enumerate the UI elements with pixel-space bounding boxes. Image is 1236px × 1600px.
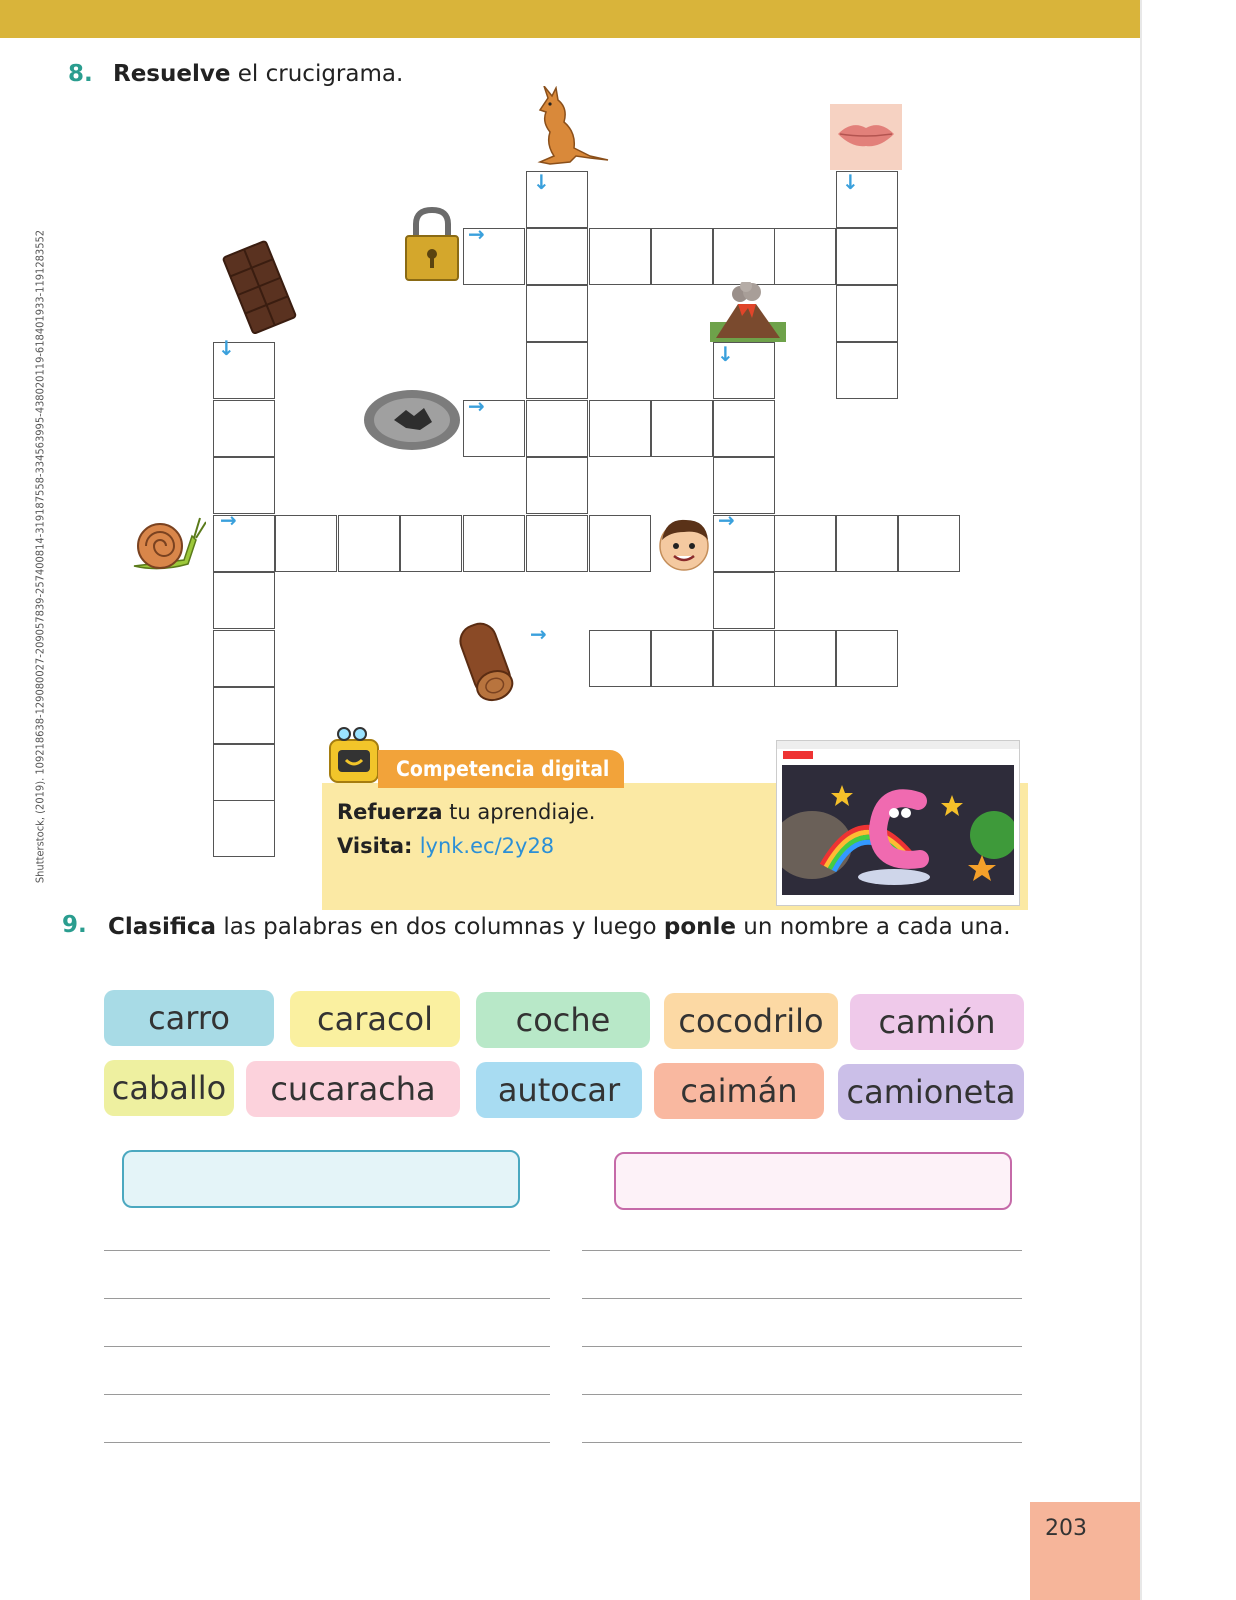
crossword-cell[interactable] bbox=[836, 285, 898, 342]
writing-line[interactable] bbox=[104, 1298, 550, 1299]
top-color-bar bbox=[0, 0, 1140, 38]
crossword-cell[interactable] bbox=[774, 630, 836, 687]
digital-reinforce-rest: tu aprendiaje. bbox=[442, 800, 596, 824]
snail-icon bbox=[130, 510, 206, 574]
writing-line[interactable] bbox=[582, 1298, 1022, 1299]
crossword-cell[interactable] bbox=[836, 228, 898, 285]
arrow-right-icon: → bbox=[530, 622, 547, 646]
digital-visit-link[interactable]: lynk.ec/2y28 bbox=[419, 834, 555, 858]
writing-line[interactable] bbox=[104, 1250, 550, 1251]
word-chip[interactable]: carro bbox=[104, 990, 274, 1046]
arrow-down-icon: ↓ bbox=[842, 170, 859, 194]
arrow-right-icon: → bbox=[468, 222, 485, 246]
boy-face-icon bbox=[656, 514, 712, 572]
word-chip[interactable]: camión bbox=[850, 994, 1024, 1050]
exercise-8-rest: el crucigrama. bbox=[230, 61, 404, 87]
writing-line[interactable] bbox=[582, 1250, 1022, 1251]
word-chip[interactable]: caracol bbox=[290, 991, 460, 1047]
crossword-cell[interactable] bbox=[213, 572, 275, 629]
robot-mascot-icon bbox=[322, 726, 386, 790]
hole-icon bbox=[362, 388, 462, 452]
writing-line[interactable] bbox=[582, 1394, 1022, 1395]
exercise-9-instruction bbox=[108, 914, 1011, 940]
crossword-cell[interactable] bbox=[338, 515, 400, 572]
digital-reinforce-text bbox=[337, 800, 595, 824]
word-chip[interactable]: cucaracha bbox=[246, 1061, 460, 1117]
padlock-icon bbox=[404, 206, 460, 282]
video-thumbnail[interactable] bbox=[776, 740, 1020, 906]
lips-icon bbox=[830, 104, 902, 170]
exercise-9-mid: las palabras en dos columnas y luego bbox=[216, 914, 664, 940]
column-2-name-box[interactable] bbox=[614, 1152, 1012, 1210]
crossword-cell[interactable] bbox=[213, 457, 275, 514]
exercise-8-verb: Resuelve bbox=[113, 61, 231, 87]
digital-visit-label: Visita: bbox=[337, 834, 420, 858]
word-chip[interactable]: caimán bbox=[654, 1063, 824, 1119]
arrow-down-icon: ↓ bbox=[218, 336, 235, 360]
crossword-cell[interactable] bbox=[213, 630, 275, 687]
page-edge bbox=[1140, 0, 1142, 1600]
exercise-9-verb-classify: Clasifica bbox=[108, 914, 217, 940]
browser-bar bbox=[777, 741, 1019, 749]
writing-line[interactable] bbox=[104, 1394, 550, 1395]
exercise-8-instruction bbox=[113, 61, 403, 87]
crossword-cell[interactable] bbox=[275, 515, 337, 572]
volcano-icon bbox=[710, 282, 786, 346]
crossword-cell[interactable] bbox=[589, 515, 651, 572]
chocolate-icon bbox=[222, 236, 298, 336]
video-site-logo-icon bbox=[783, 751, 813, 759]
crossword-cell[interactable] bbox=[774, 228, 836, 285]
crossword-cell[interactable] bbox=[713, 457, 775, 514]
exercise-9-end: un nombre a cada una. bbox=[735, 914, 1011, 940]
word-chip[interactable]: caballo bbox=[104, 1060, 234, 1116]
crossword-cell[interactable] bbox=[589, 400, 651, 457]
arrow-right-icon: → bbox=[220, 508, 237, 532]
crossword-cell[interactable] bbox=[463, 515, 525, 572]
video-frame bbox=[782, 765, 1014, 895]
crossword-cell[interactable] bbox=[713, 630, 775, 687]
writing-line[interactable] bbox=[104, 1346, 550, 1347]
digital-visit-text bbox=[337, 834, 554, 858]
crossword-cell[interactable] bbox=[213, 800, 275, 857]
writing-line[interactable] bbox=[104, 1442, 550, 1443]
word-chip[interactable]: autocar bbox=[476, 1062, 642, 1118]
digital-competence-tab: Competencia digital bbox=[378, 750, 624, 788]
image-credit: Shutterstock, (2019). 109218638-129080027-209057839-257400814-319187558-334563995-438020119-618401933-1191283552 bbox=[33, 229, 47, 884]
crossword-cell[interactable] bbox=[526, 515, 588, 572]
arrow-down-icon: ↓ bbox=[533, 170, 550, 194]
crossword-cell[interactable] bbox=[213, 687, 275, 744]
crossword-cell[interactable] bbox=[526, 342, 588, 399]
crossword-cell[interactable] bbox=[836, 630, 898, 687]
crossword-cell[interactable] bbox=[713, 228, 775, 285]
crossword-cell[interactable] bbox=[774, 515, 836, 572]
crossword-cell[interactable] bbox=[651, 630, 713, 687]
writing-line[interactable] bbox=[582, 1346, 1022, 1347]
column-1-name-box[interactable] bbox=[122, 1150, 520, 1208]
log-icon bbox=[456, 616, 522, 706]
crossword-cell[interactable] bbox=[589, 228, 651, 285]
writing-line[interactable] bbox=[582, 1442, 1022, 1443]
arrow-right-icon: → bbox=[468, 394, 485, 418]
crossword-cell[interactable] bbox=[651, 228, 713, 285]
crossword-cell[interactable] bbox=[400, 515, 462, 572]
crossword-cell[interactable] bbox=[836, 342, 898, 399]
crossword-cell[interactable] bbox=[526, 457, 588, 514]
word-chip[interactable]: coche bbox=[476, 992, 650, 1048]
crossword-cell[interactable] bbox=[898, 515, 960, 572]
crossword-cell[interactable] bbox=[213, 400, 275, 457]
page-number: 203 bbox=[1045, 1516, 1087, 1541]
kangaroo-icon bbox=[520, 86, 610, 168]
arrow-down-icon: ↓ bbox=[717, 342, 734, 366]
word-chip[interactable]: cocodrilo bbox=[664, 993, 838, 1049]
arrow-right-icon: → bbox=[718, 508, 735, 532]
word-chip[interactable]: camioneta bbox=[838, 1064, 1024, 1120]
crossword-cell[interactable] bbox=[713, 400, 775, 457]
crossword-cell[interactable] bbox=[651, 400, 713, 457]
crossword-cell[interactable] bbox=[213, 744, 275, 801]
exercise-9-number: 9. bbox=[62, 912, 87, 938]
letter-c-character-icon bbox=[782, 765, 1014, 895]
crossword-cell[interactable] bbox=[526, 285, 588, 342]
crossword-cell[interactable] bbox=[836, 515, 898, 572]
crossword-cell[interactable] bbox=[526, 400, 588, 457]
exercise-9-verb-name: ponle bbox=[663, 914, 736, 940]
digital-reinforce-verb: Refuerza bbox=[337, 800, 443, 824]
exercise-8-number: 8. bbox=[68, 61, 93, 87]
crossword-cell[interactable] bbox=[589, 630, 651, 687]
crossword-cell[interactable] bbox=[713, 572, 775, 629]
crossword-cell[interactable] bbox=[526, 228, 588, 285]
